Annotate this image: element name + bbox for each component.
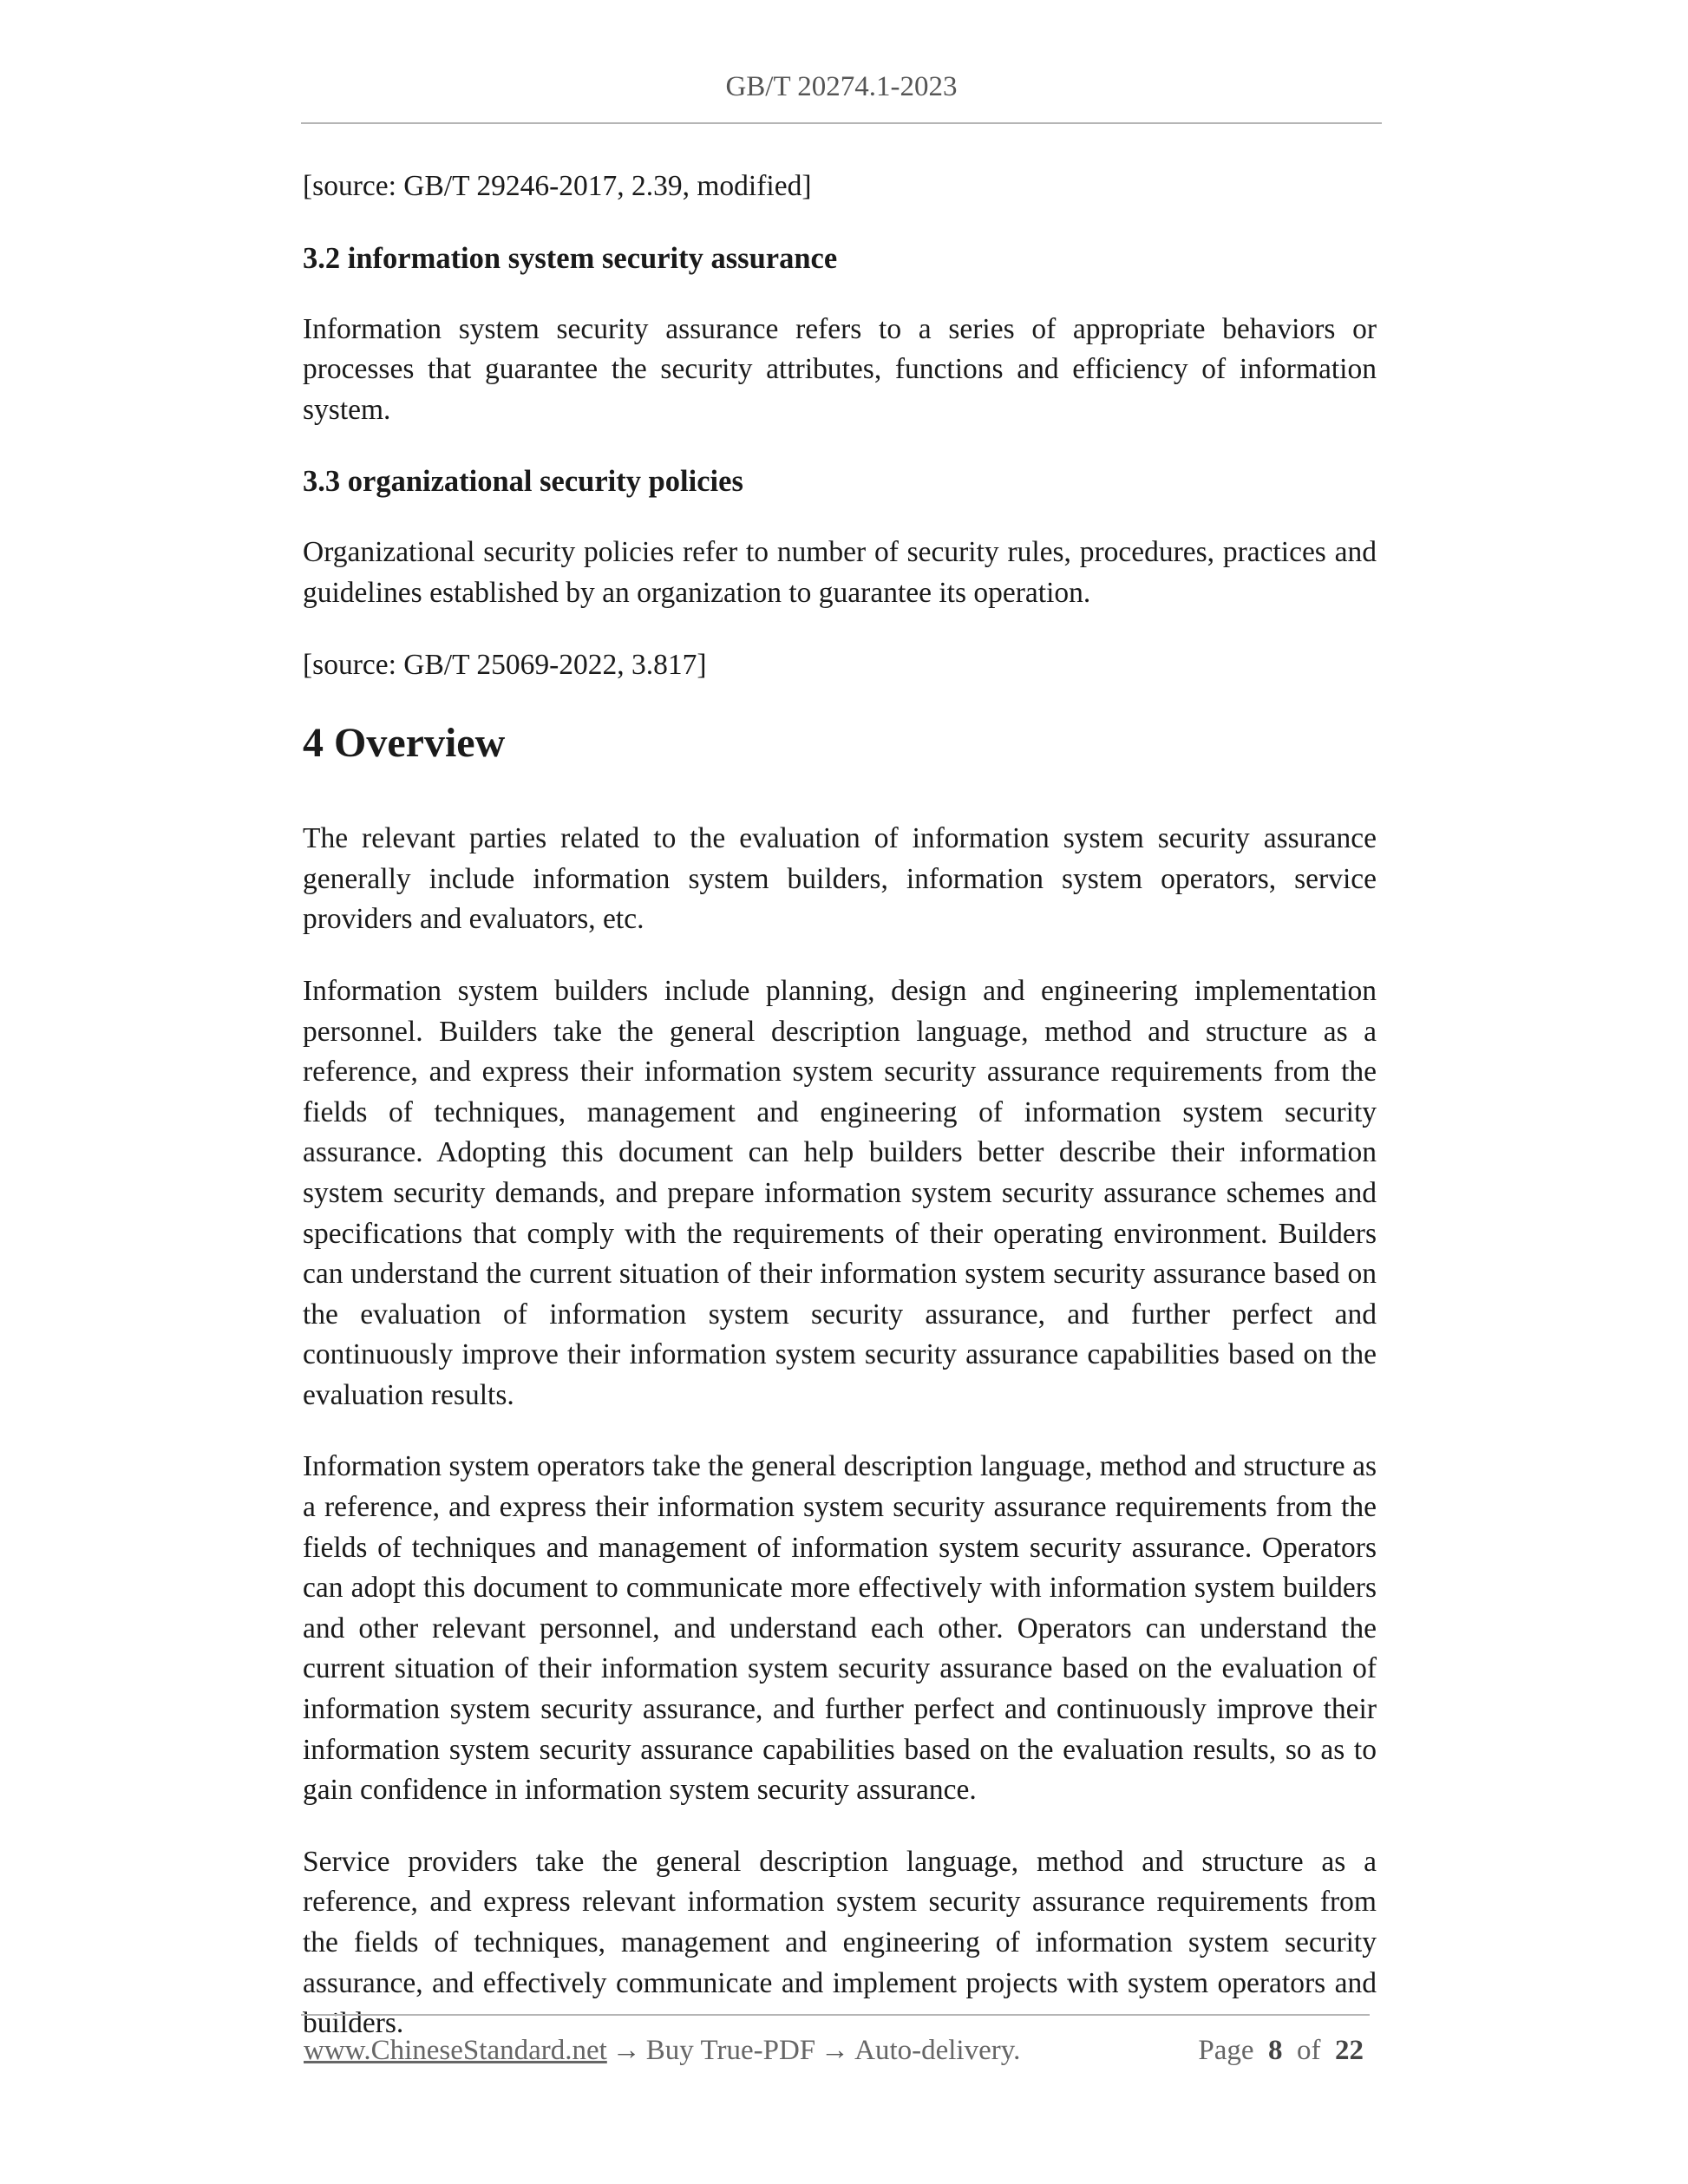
term-heading-3-3: 3.3 organizational security policies bbox=[303, 465, 743, 499]
overview-paragraph: Service providers take the general description language, method and structure as a reference, and express relevant information system security assurance requirements from the fields of techniques, management and engineering of information system security assurance, and effectively communicate and implement projects with system operators and builders. bbox=[303, 1845, 1377, 2040]
page-label: Page bbox=[1198, 2035, 1254, 2066]
site-link[interactable]: www.ChineseStandard.net bbox=[304, 2035, 607, 2066]
page-indicator bbox=[1198, 2030, 1364, 2070]
document-body bbox=[303, 167, 1377, 2076]
header-divider bbox=[301, 122, 1382, 124]
term-definition-3-2: Information system security assurance refers to a series of appropriate behaviors or processes that guarantee the security attributes, functions and efficiency of information system. bbox=[303, 312, 1377, 426]
current-page-number: 8 bbox=[1268, 2035, 1283, 2066]
source-citation: [source: GB/T 25069-2022, 3.817] bbox=[303, 648, 707, 681]
buy-true-pdf-text: Buy True-PDF bbox=[645, 2035, 816, 2066]
arrow-right-icon: → bbox=[821, 2035, 850, 2066]
overview-paragraph: Information system builders include planning, design and engineering implementation personnel. Builders take the general description language, method and structure as a reference, and express their information system security assurance requirements from the fields of techniques, management and engineering of information system security assurance. Adopting this document can help builders better describe their information system security demands, and prepare information system security assurance schemes and specifications that comply with the requirements of their operating environment. Builders can understand the current situation of their information system security assurance based on the evaluation of information system security assurance, and further perfect and continuously improve their information system security assurance capabilities based on the evaluation results. bbox=[303, 974, 1377, 1411]
of-label: of bbox=[1297, 2035, 1321, 2066]
total-pages-number: 22 bbox=[1335, 2035, 1364, 2066]
footer-promo bbox=[304, 2030, 1020, 2070]
page-header-title: GB/T 20274.1-2023 bbox=[725, 71, 958, 102]
overview-paragraph: Information system operators take the general description language, method and structure as a reference, and express their information system security assurance requirements from the fields of techniques and management of information system security assurance. Operators can adopt this document to communicate more effectively with information system builders and other relevant personnel, and understand each other. Operators can understand the current situation of their information system security assurance based on the evaluation of information system security assurance, and further perfect and continuously improve their information system security assurance capabilities based on the evaluation results, so as to gain confidence in information system security assurance. bbox=[303, 1450, 1377, 1807]
term-definition-3-3: Organizational security policies refer to number of security rules, procedures, practices and guidelines established by an organization to guarantee its operation. bbox=[303, 536, 1377, 609]
overview-paragraph: The relevant parties related to the evaluation of information system security assurance generally include information system builders, information system operators, service providers and evaluators, etc. bbox=[303, 822, 1377, 936]
term-heading-3-2: 3.2 information system security assurance bbox=[303, 241, 838, 275]
auto-delivery-text: Auto-delivery. bbox=[854, 2035, 1021, 2066]
footer-divider bbox=[301, 2014, 1370, 2016]
section-heading-overview: 4 Overview bbox=[303, 720, 506, 767]
arrow-right-icon: → bbox=[612, 2035, 641, 2066]
source-citation: [source: GB/T 29246-2017, 2.39, modified] bbox=[303, 170, 812, 202]
